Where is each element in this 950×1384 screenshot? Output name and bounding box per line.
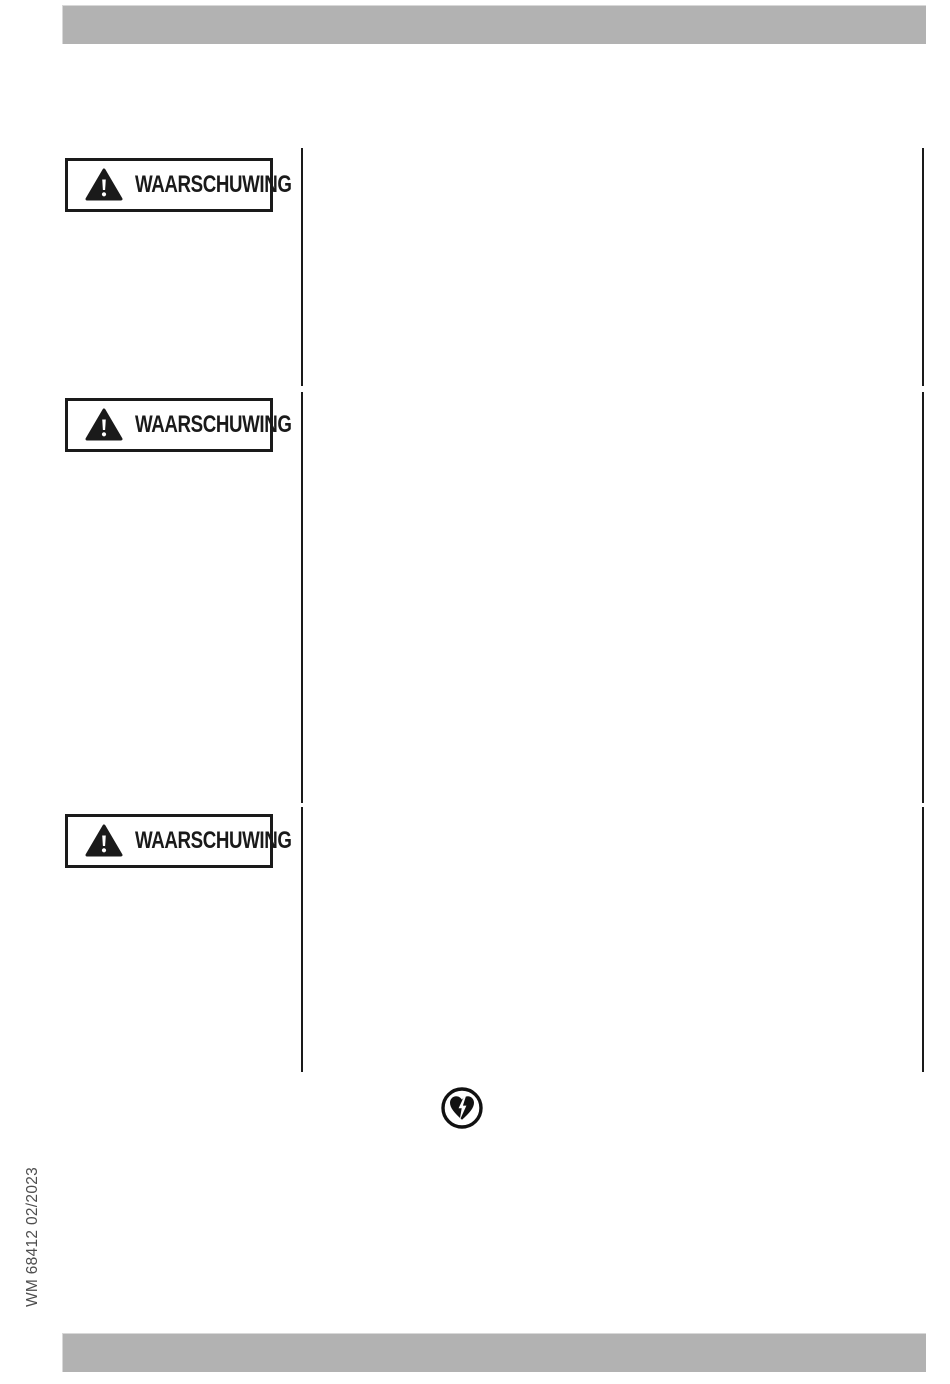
footer-bar [62,1333,926,1372]
column-divider-right-segment-1 [922,148,924,386]
warning-box-1 [65,158,292,212]
warning-signal-word: WAARSCHUWING [135,171,292,198]
column-divider-right-segment-2 [922,392,924,803]
warning-box-3 [65,814,292,868]
doc-number-note: WM 68412 02/2023 [24,1166,41,1307]
column-divider-right-segment-3 [922,807,924,1072]
warning-triangle-icon [85,168,123,202]
column-divider-left-segment-3 [301,807,303,1072]
warning-signal-word: WAARSCHUWING [135,827,292,854]
warning-box-2 [65,398,292,452]
defibrillation-heart-icon [440,1086,484,1130]
warning-triangle-icon [85,824,123,858]
header-bar [62,5,926,44]
warning-triangle-icon [85,408,123,442]
column-divider-left-segment-1 [301,148,303,386]
warning-signal-word: WAARSCHUWING [135,411,292,438]
column-divider-left-segment-2 [301,392,303,803]
